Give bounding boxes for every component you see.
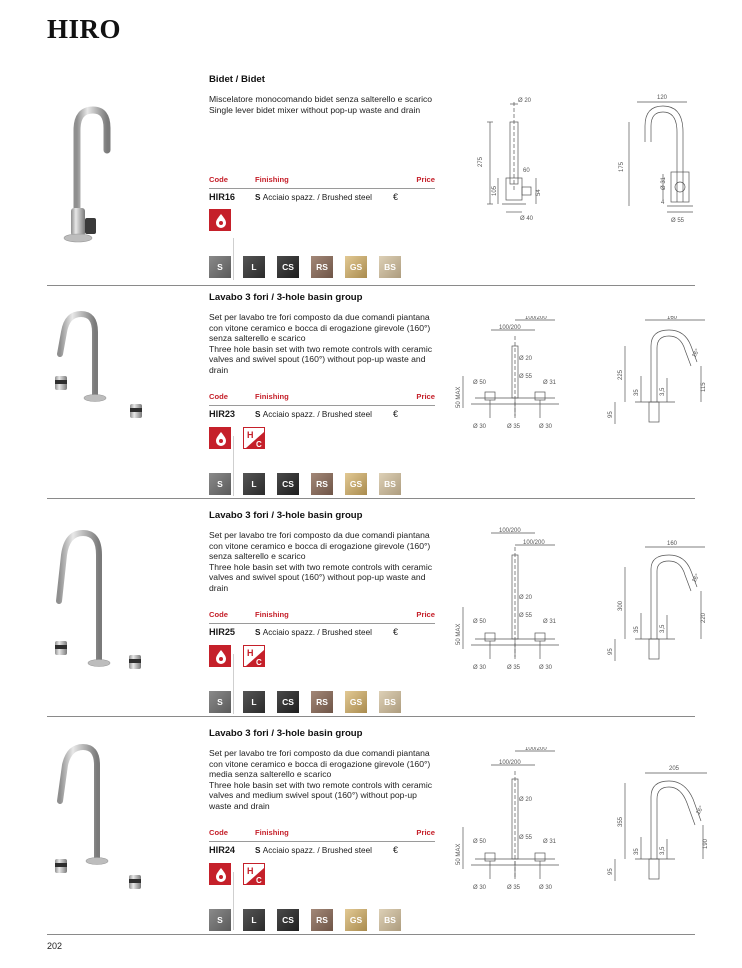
svg-text:H: H [247,648,254,658]
dim-d35: Ø 35 [507,885,521,891]
dim-h275: 275 [478,156,484,167]
product-section-bidet [47,70,695,286]
dim-h300: 300 [618,600,624,611]
code-row [209,409,435,421]
page-number: 202 [47,941,63,951]
code-label: Code [209,392,228,401]
product-description [209,312,441,376]
dim-h3_5: 3,5 [660,846,666,855]
swatch-L: L [243,909,265,931]
code-label: Code [209,610,228,619]
product-section-hir23 [47,286,707,499]
price-label: Price [416,610,435,619]
svg-text:C: C [256,876,262,885]
dim-d35: Ø 35 [507,665,521,671]
finish-name: Acciaio spazz. / Brushed steel [262,846,372,855]
single-lever-icon [209,863,231,885]
description-it: Set per lavabo tre fori composto da due comandi piantana con vitone ceramico e bocca di erogazione girevole (160°) senza salterello e scarico [209,312,431,344]
finish-code: S [255,846,261,855]
product-description [209,748,441,812]
dim-d20: Ø 20 [519,356,533,362]
product-section-hir25 [47,499,707,717]
dim-d40: Ø 40 [520,216,534,222]
dim-top1: 100/200 [499,528,521,534]
dim-n4: 4 [661,200,665,206]
brand-title: HIRO [47,14,122,44]
single-lever-icon [209,645,231,667]
product-photo [47,735,157,935]
dim-h175: 175 [619,161,625,172]
swatch-divider [233,238,234,280]
price-currency: € [393,409,399,419]
dim-h3_5: 3,5 [660,387,666,396]
product-code: HIR25 [209,627,236,637]
dim-w205: 205 [669,766,680,772]
dim-d31: Ø 31 [543,380,557,386]
description-it: Set per lavabo tre fori composto da due comandi piantana con vitone ceramico e bocca di erogazione girevole (160°) media senza salterello e scarico [209,748,431,780]
dim-d35: Ø 35 [507,424,521,430]
finish [255,410,372,419]
swatch-GS: GS [345,256,367,278]
dim-angle: 16° [691,348,702,359]
technical-drawing-front [455,527,575,677]
finish-name: Acciaio spazz. / Brushed steel [262,628,372,637]
swatch-L: L [243,473,265,495]
finish-name: Acciaio spazz. / Brushed steel [262,410,372,419]
dim-h95: 95 [608,868,614,875]
product-photo [47,90,157,290]
dim-d31: Ø 31 [543,619,557,625]
swatch-L: L [243,256,265,278]
dim-w160: 160 [667,316,678,321]
dim-h35: 35 [634,848,640,855]
dim-h35: 35 [634,626,640,633]
row-divider [209,623,435,624]
technical-drawing-side [595,316,715,436]
finishing-label: Finishing [255,828,289,837]
dim-h35: 35 [634,389,640,396]
hot-cold-icon [243,863,265,885]
dim-d30a: Ø 30 [473,885,487,891]
dim-d55: Ø 55 [519,374,533,380]
swatch-RS: RS [311,909,333,931]
dim-d55: Ø 55 [519,835,533,841]
swatch-RS: RS [311,256,333,278]
dim-d55: Ø 55 [519,613,533,619]
swatch-GS: GS [345,909,367,931]
price-label: Price [416,828,435,837]
dim-top2: 100/200 [499,760,521,766]
dim-d20: Ø 20 [518,98,532,104]
swatch-L: L [243,691,265,713]
dim-d30b: Ø 30 [539,424,553,430]
swatch-CS: CS [277,691,299,713]
finish-name: Acciaio spazz. / Brushed steel [262,193,372,202]
product-photo [47,521,157,721]
dim-d31: Ø 31 [543,839,557,845]
swatch-S: S [209,691,231,713]
description-en: Single lever bidet mixer without pop-up waste and drain [209,104,421,115]
dim-h105: 105 [492,185,498,196]
finishing-label: Finishing [255,175,289,184]
product-description [209,530,441,594]
row-divider [209,841,435,842]
product-title: Lavabo 3 fori / 3-hole basin group [209,728,363,739]
hot-cold-icon [243,427,265,449]
dim-h115: 115 [701,382,707,392]
dim-h95: 95 [608,648,614,655]
swatch-S: S [209,909,231,931]
product-code: HIR24 [209,845,236,855]
price-currency: € [393,192,399,202]
finishing-label: Finishing [255,610,289,619]
dim-d20: Ø 20 [519,595,533,601]
technical-drawing-front [455,316,575,436]
price-label: Price [416,175,435,184]
swatch-S: S [209,256,231,278]
dim-max: 50 MAX [456,843,462,865]
technical-drawing-front [472,92,572,242]
swatch-BS: BS [379,691,401,713]
dim-h3_5: 3,5 [660,624,666,633]
finish [255,628,372,637]
svg-text:H: H [247,866,254,876]
description-it: Miscelatore monocomando bidet senza salterello e scarico [209,94,433,104]
dim-d31: Ø 31 [661,176,667,190]
dim-top2: 100/200 [499,325,521,331]
finish-code: S [255,410,261,419]
footer-rule [47,934,695,935]
dim-max: 50 MAX [456,386,462,408]
swatch-divider [233,654,234,714]
swatch-RS: RS [311,691,333,713]
svg-text:C: C [256,658,262,667]
dim-d55: Ø 55 [671,218,685,224]
technical-drawing-side [595,527,715,677]
technical-drawing-front [455,747,575,897]
description-en: Three hole basin set with two remote controls with ceramic valves and swivel spout (160°) without pop-up waste and drain [209,343,433,375]
product-title: Bidet / Bidet [209,74,265,85]
dim-top1: 100/200 [525,747,547,752]
dim-d50: Ø 50 [473,619,487,625]
product-title: Lavabo 3 fori / 3-hole basin group [209,510,363,521]
dim-h220: 220 [701,612,707,623]
dim-h225: 225 [618,369,624,380]
dim-top1: 100/200 [525,316,547,321]
hot-cold-icon [243,645,265,667]
dim-d30b: Ø 30 [539,885,553,891]
dim-d30a: Ø 30 [473,424,487,430]
dim-h95: 95 [608,411,614,418]
dim-top2: 100/200 [523,540,545,546]
dim-h190: 190 [703,838,709,849]
product-code: HIR16 [209,192,236,202]
code-label: Code [209,175,228,184]
code-row [209,627,435,639]
swatch-CS: CS [277,256,299,278]
description-en: Three hole basin set with two remote controls with ceramic valves and swivel spout (160°) without pop-up waste and drain [209,561,433,593]
product-section-hir24 [47,717,709,934]
technical-drawing-side [607,92,707,242]
swatch-CS: CS [277,909,299,931]
dim-d50: Ø 50 [473,839,487,845]
product-description [209,94,441,115]
swatch-divider [233,872,234,930]
swatch-S: S [209,473,231,495]
dim-d50: Ø 50 [473,380,487,386]
swatch-CS: CS [277,473,299,495]
dim-angle: 16° [695,805,706,816]
swatch-divider [233,436,234,496]
row-divider [209,405,435,406]
product-code: HIR23 [209,409,236,419]
dim-d30a: Ø 30 [473,665,487,671]
swatch-BS: BS [379,909,401,931]
product-photo [47,304,157,504]
dim-w120: 120 [657,95,668,101]
price-currency: € [393,845,399,855]
swatch-GS: GS [345,691,367,713]
swatch-BS: BS [379,473,401,495]
finishing-label: Finishing [255,392,289,401]
dim-w160: 160 [667,541,678,547]
description-en: Three hole basin set with two remote controls with ceramic valves and medium swivel spout (160°) without pop-up waste and drain [209,779,433,811]
dim-w60: 60 [523,168,530,174]
finish-code: S [255,628,261,637]
dim-max: 50 MAX [456,623,462,645]
technical-drawing-side [595,747,715,897]
price-currency: € [393,627,399,637]
dim-d20: Ø 20 [519,797,533,803]
finish [255,846,372,855]
dim-w54: 54 [536,189,542,196]
dim-angle: 16° [691,573,702,584]
finish [255,193,372,202]
svg-text:C: C [256,440,262,449]
code-row [209,192,435,204]
price-label: Price [416,392,435,401]
single-lever-icon [209,427,231,449]
swatch-GS: GS [345,473,367,495]
svg-text:H: H [247,430,254,440]
description-it: Set per lavabo tre fori composto da due comandi piantana con vitone ceramico e bocca di erogazione girevole (160°) senza salterello e scarico [209,530,431,562]
dim-d30b: Ø 30 [539,665,553,671]
dim-h355: 355 [618,816,624,827]
single-lever-icon [209,209,231,231]
swatch-RS: RS [311,473,333,495]
finish-code: S [255,193,261,202]
product-title: Lavabo 3 fori / 3-hole basin group [209,292,363,303]
code-label: Code [209,828,228,837]
swatch-BS: BS [379,256,401,278]
row-divider [209,188,435,189]
code-row [209,845,435,857]
